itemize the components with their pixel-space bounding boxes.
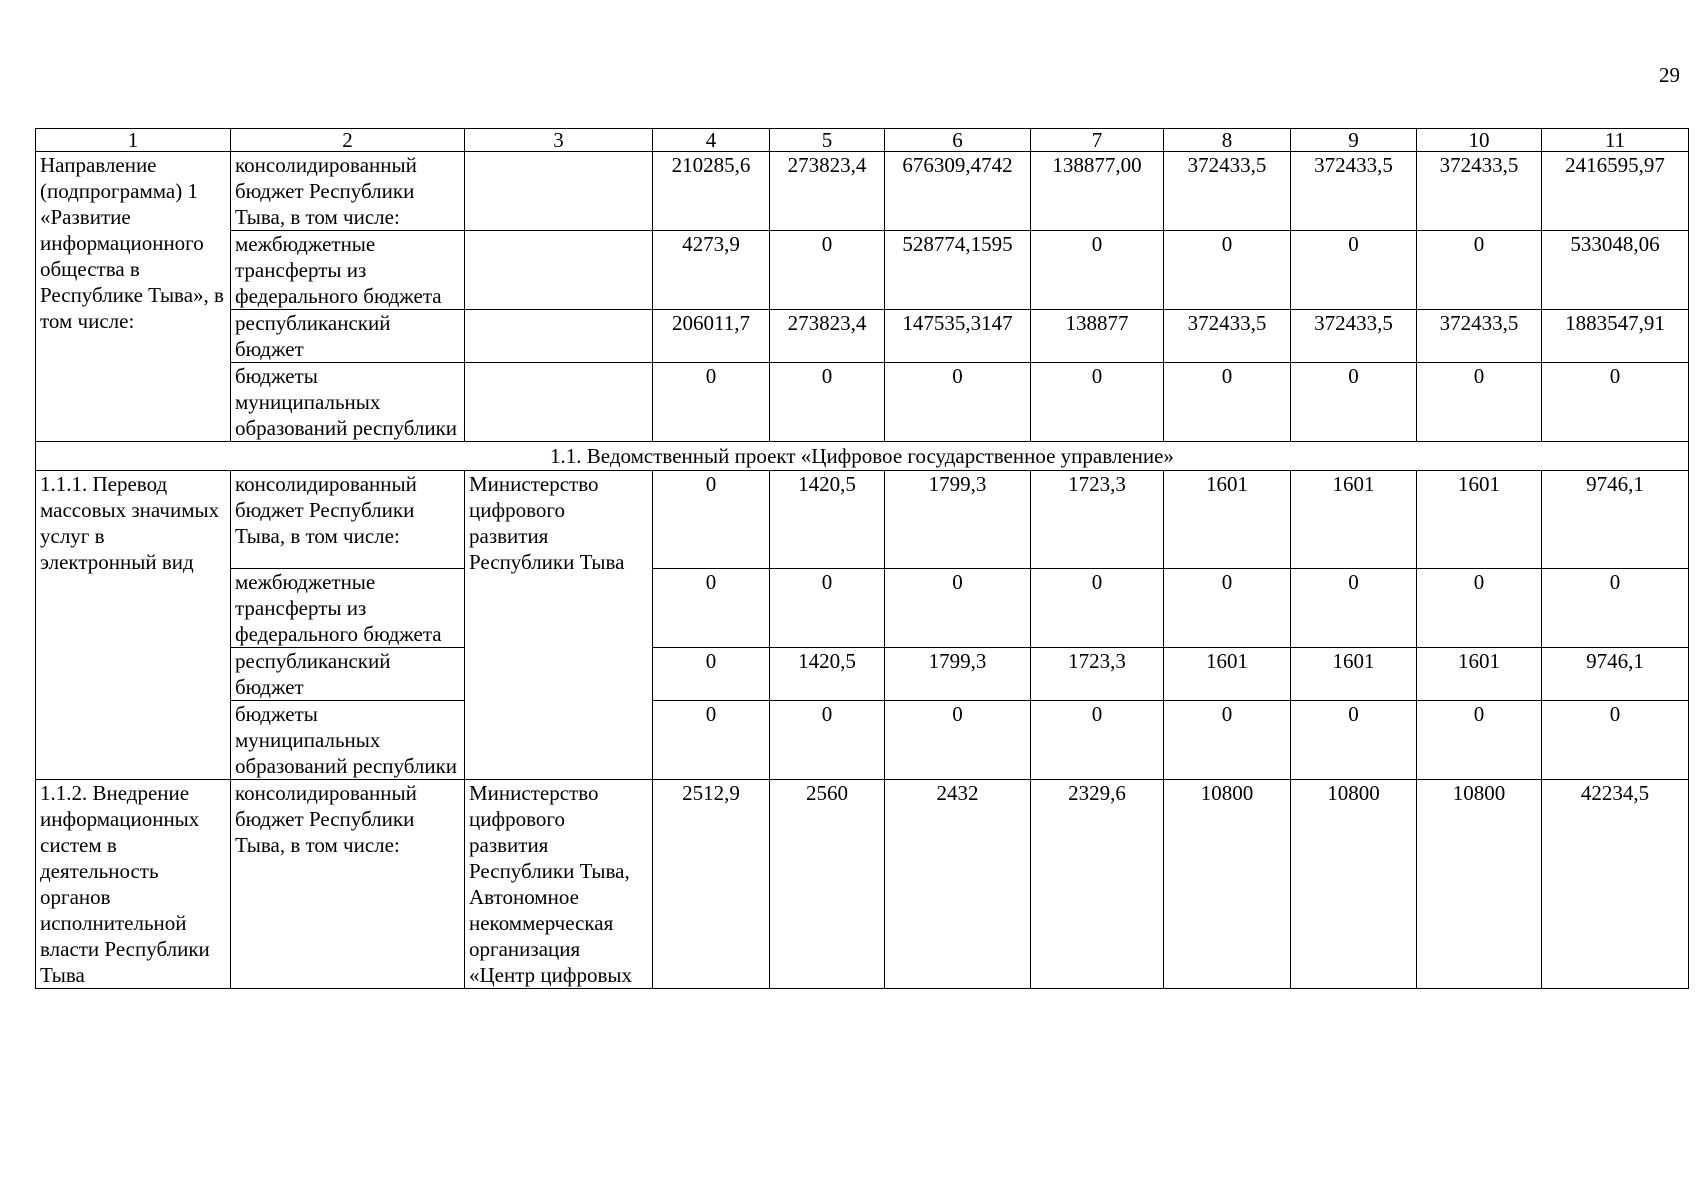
executor-cell: Министерство цифрового развития Республики Тыва [465, 471, 653, 780]
value-cell: 0 [1542, 701, 1689, 780]
value-cell: 0 [1542, 569, 1689, 648]
section-title: 1.1. Ведомственный проект «Цифровое государственное управление» [36, 442, 1689, 471]
value-cell: 0 [885, 701, 1031, 780]
value-cell: 1723,3 [1031, 471, 1164, 569]
page-number: 29 [1659, 63, 1680, 87]
value-cell: 372433,5 [1164, 310, 1291, 363]
budget-table [35, 128, 1689, 989]
value-cell: 0 [1164, 231, 1291, 310]
value-cell: 0 [653, 363, 770, 442]
value-cell: 0 [653, 701, 770, 780]
value-cell: 1601 [1291, 648, 1417, 701]
funding-source-cell: межбюджетные трансферты из федерального бюджета [231, 569, 465, 648]
value-cell: 0 [770, 363, 885, 442]
activity-name-cell: Направление (подпрограмма) 1 «Развитие информационного общества в Республике Тыва», в том числе: [36, 152, 231, 442]
table-row [36, 701, 1689, 780]
table-row [36, 780, 1689, 989]
value-cell: 4273,9 [653, 231, 770, 310]
activity-name-cell: 1.1.1. Перевод массовых значимых услуг в электронный вид [36, 471, 231, 780]
column-number: 8 [1164, 129, 1291, 152]
value-cell: 1883547,91 [1542, 310, 1689, 363]
value-cell: 2432 [885, 780, 1031, 989]
value-cell: 138877,00 [1031, 152, 1164, 231]
table-row [36, 231, 1689, 310]
column-number: 2 [231, 129, 465, 152]
column-number: 10 [1417, 129, 1542, 152]
value-cell: 0 [653, 471, 770, 569]
executor-cell: Министерство цифрового развития Республики Тыва, Автономное некоммерческая организация «Центр цифровых [465, 780, 653, 989]
value-cell: 1601 [1164, 648, 1291, 701]
value-cell: 0 [1164, 569, 1291, 648]
value-cell: 210285,6 [653, 152, 770, 231]
value-cell: 676309,4742 [885, 152, 1031, 231]
funding-source-cell: бюджеты муниципальных образований республики [231, 701, 465, 780]
value-cell: 0 [885, 363, 1031, 442]
value-cell: 0 [1417, 569, 1542, 648]
funding-source-cell: бюджеты муниципальных образований республики [231, 363, 465, 442]
value-cell: 528774,1595 [885, 231, 1031, 310]
funding-source-cell: межбюджетные трансферты из федерального бюджета [231, 231, 465, 310]
executor-cell [465, 310, 653, 363]
value-cell: 10800 [1417, 780, 1542, 989]
value-cell: 0 [1417, 231, 1542, 310]
value-cell: 0 [1031, 231, 1164, 310]
executor-cell [465, 363, 653, 442]
value-cell: 0 [1417, 363, 1542, 442]
value-cell: 0 [1291, 231, 1417, 310]
value-cell: 0 [1417, 701, 1542, 780]
value-cell: 273823,4 [770, 310, 885, 363]
value-cell: 0 [1031, 701, 1164, 780]
value-cell: 42234,5 [1542, 780, 1689, 989]
column-number: 4 [653, 129, 770, 152]
value-cell: 1601 [1417, 471, 1542, 569]
value-cell: 0 [885, 569, 1031, 648]
column-number: 1 [36, 129, 231, 152]
funding-source-cell: консолидированный бюджет Республики Тыва, в том числе: [231, 780, 465, 989]
value-cell: 147535,3147 [885, 310, 1031, 363]
value-cell: 1799,3 [885, 648, 1031, 701]
column-number: 6 [885, 129, 1031, 152]
value-cell: 0 [770, 701, 885, 780]
value-cell: 0 [1031, 363, 1164, 442]
value-cell: 138877 [1031, 310, 1164, 363]
value-cell: 2329,6 [1031, 780, 1164, 989]
value-cell: 533048,06 [1542, 231, 1689, 310]
value-cell: 0 [770, 231, 885, 310]
value-cell: 1799,3 [885, 471, 1031, 569]
table-row [36, 648, 1689, 701]
table-row [36, 471, 1689, 569]
section-row [36, 442, 1689, 471]
value-cell: 9746,1 [1542, 648, 1689, 701]
funding-source-cell: республиканский бюджет [231, 310, 465, 363]
value-cell: 2416595,97 [1542, 152, 1689, 231]
value-cell: 372433,5 [1291, 152, 1417, 231]
value-cell: 2560 [770, 780, 885, 989]
value-cell: 0 [653, 648, 770, 701]
value-cell: 0 [1542, 363, 1689, 442]
value-cell: 1601 [1417, 648, 1542, 701]
value-cell: 1601 [1291, 471, 1417, 569]
value-cell: 10800 [1164, 780, 1291, 989]
value-cell: 0 [1291, 363, 1417, 442]
value-cell: 1601 [1164, 471, 1291, 569]
column-number: 7 [1031, 129, 1164, 152]
value-cell: 0 [653, 569, 770, 648]
value-cell: 0 [770, 569, 885, 648]
value-cell: 372433,5 [1417, 152, 1542, 231]
executor-cell [465, 231, 653, 310]
value-cell: 9746,1 [1542, 471, 1689, 569]
column-number: 3 [465, 129, 653, 152]
column-number: 9 [1291, 129, 1417, 152]
funding-source-cell: консолидированный бюджет Республики Тыва, в том числе: [231, 471, 465, 569]
executor-cell [465, 152, 653, 231]
table-row [36, 569, 1689, 648]
value-cell: 372433,5 [1291, 310, 1417, 363]
value-cell: 273823,4 [770, 152, 885, 231]
value-cell: 206011,7 [653, 310, 770, 363]
value-cell: 0 [1291, 569, 1417, 648]
value-cell: 0 [1291, 701, 1417, 780]
value-cell: 372433,5 [1164, 152, 1291, 231]
value-cell: 0 [1031, 569, 1164, 648]
value-cell: 0 [1164, 363, 1291, 442]
value-cell: 1723,3 [1031, 648, 1164, 701]
funding-source-cell: консолидированный бюджет Республики Тыва, в том числе: [231, 152, 465, 231]
value-cell: 0 [1164, 701, 1291, 780]
column-number-row [36, 129, 1689, 152]
value-cell: 1420,5 [770, 471, 885, 569]
table-row [36, 363, 1689, 442]
value-cell: 10800 [1291, 780, 1417, 989]
activity-name-cell: 1.1.2. Внедрение информационных систем в деятельность органов исполнительной власти Республики Тыва [36, 780, 231, 989]
column-number: 11 [1542, 129, 1689, 152]
value-cell: 2512,9 [653, 780, 770, 989]
value-cell: 1420,5 [770, 648, 885, 701]
table-row [36, 310, 1689, 363]
table-row [36, 152, 1689, 231]
funding-source-cell: республиканский бюджет [231, 648, 465, 701]
value-cell: 372433,5 [1417, 310, 1542, 363]
column-number: 5 [770, 129, 885, 152]
